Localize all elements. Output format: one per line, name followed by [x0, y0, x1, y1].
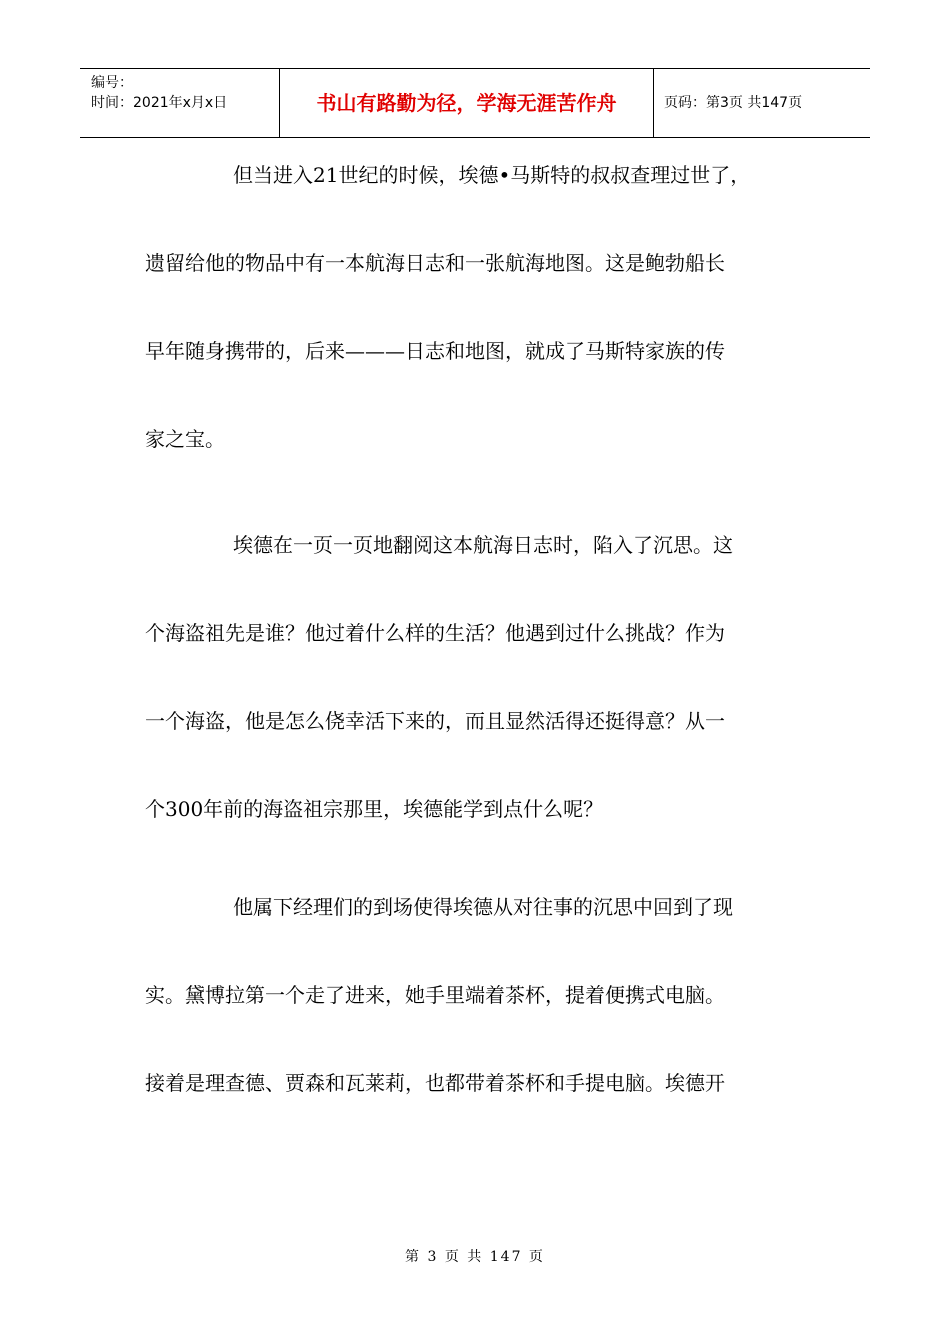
- body-line: 家之宝。: [145, 427, 225, 451]
- document-number-label: 编号：: [91, 75, 133, 91]
- body-line: 遗留给他的物品中有一本航海日志和一张航海地图。这是鲍勃船长: [145, 251, 725, 275]
- page-footer: 第 3 页 共 147 页: [405, 1249, 545, 1265]
- body-line: 一个海盗，他是怎么侥幸活下来的，而且显然活得还挺得意？从一: [145, 709, 725, 733]
- body-line: 但当进入21世纪的时候，埃德•马斯特的叔叔查理过世了，: [233, 163, 751, 187]
- body-line: 埃德在一页一页地翻阅这本航海日志时，陷入了沉思。这: [233, 533, 733, 557]
- body-line: 早年随身携带的，后来———日志和地图，就成了马斯特家族的传: [145, 339, 725, 363]
- header-motto: 书山有路勤为径，学海无涯苦作舟: [280, 69, 654, 137]
- body-line: 接着是理查德、贾森和瓦莱莉，也都带着茶杯和手提电脑。埃德开: [145, 1071, 725, 1095]
- page-header: [80, 68, 870, 138]
- header-meta: [80, 69, 280, 137]
- body-line: 个300年前的海盗祖宗那里，埃德能学到点什么呢？: [145, 797, 604, 821]
- body-line: 他属下经理们的到场使得埃德从对往事的沉思中回到了现: [233, 895, 733, 919]
- body-line: 实。黛博拉第一个走了进来，她手里端着茶杯，提着便携式电脑。: [145, 983, 725, 1007]
- header-page-number: 页码：第3页 共147页: [664, 95, 803, 111]
- body-line: 个海盗祖先是谁？他过着什么样的生活？他遇到过什么挑战？作为: [145, 621, 725, 645]
- document-date-label: 时间：2021年x月x日: [91, 95, 228, 111]
